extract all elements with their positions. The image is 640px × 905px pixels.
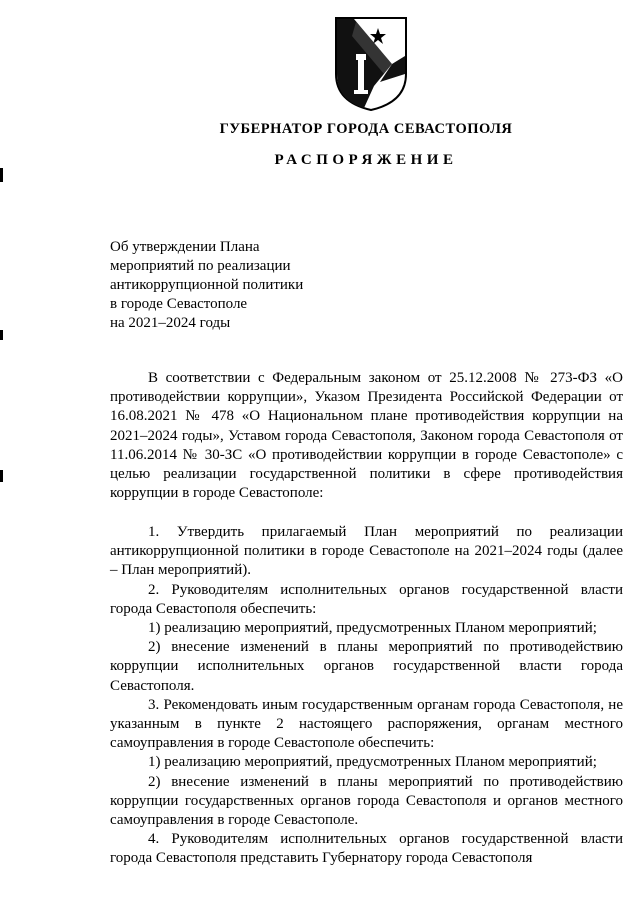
order-item-1: 1. Утвердить прилагаемый План мероприятий по реализации антикоррупционной политики в городе Севастополе на 2021–2024 годы (далее – План мероприятий). xyxy=(110,524,623,579)
document-type-title: РАСПОРЯЖЕНИЕ xyxy=(274,152,458,168)
order-item-3: 3. Рекомендовать иным государственным органам города Севастополя, не указанным в пункте 2 настоящего распоряжения, органам местного самоуправления в городе Севастополе обеспечить: xyxy=(110,696,623,752)
order-item-2: 2. Руководителям исполнительных органов государственной власти города Севастополя обеспечить: xyxy=(110,581,623,617)
subject-line: мероприятий по реализации xyxy=(110,258,291,274)
preamble-section xyxy=(110,369,623,503)
document-subject xyxy=(110,238,370,333)
subject-line: на 2021–2024 годы xyxy=(110,315,231,331)
subject-line: в городе Севастополе xyxy=(110,296,248,312)
issuer-title: ГУБЕРНАТОР ГОРОДА СЕВАСТОПОЛЯ xyxy=(219,121,513,137)
preamble-paragraph: В соответствии с Федеральным законом от 25.12.2008 № 273-ФЗ «О противодействии коррупции», Указом Президента Российской Федерации от 16.08.2021 № 478 «О Национальном плане противодействия коррупции на 2021–2024 годы», Уставом города Севастополя, Законом города Севастополя от 11.06.2014 № 30-ЗС «О противодействии коррупции в городе Севастополе» с целью реализации государственной политики в сфере противодействия коррупции в городе Севастополе: xyxy=(110,370,623,502)
order-item-2-1: 1) реализацию мероприятий, предусмотренных Планом мероприятий; xyxy=(148,620,597,637)
order-items-section xyxy=(110,523,623,869)
sevastopol-coat-of-arms-emblem xyxy=(334,16,408,112)
subject-line: антикоррупционной политики xyxy=(110,277,304,293)
order-item-3-1: 1) реализацию мероприятий, предусмотренных Планом мероприятий; xyxy=(148,754,597,771)
order-item-4: 4. Руководителям исполнительных органов государственной власти города Севастополя представить Губернатору города Севастополя xyxy=(110,831,623,867)
order-item-3-2: 2) внесение изменений в планы мероприятий по противодействию коррупции государственных органов города Севастополя и органов местного самоуправления в городе Севастополе. xyxy=(110,773,623,829)
subject-line: Об утверждении Плана xyxy=(110,239,260,255)
order-item-2-2: 2) внесение изменений в планы мероприятий по противодействию коррупции исполнительных органов государственной власти города Севастополя. xyxy=(110,639,623,694)
